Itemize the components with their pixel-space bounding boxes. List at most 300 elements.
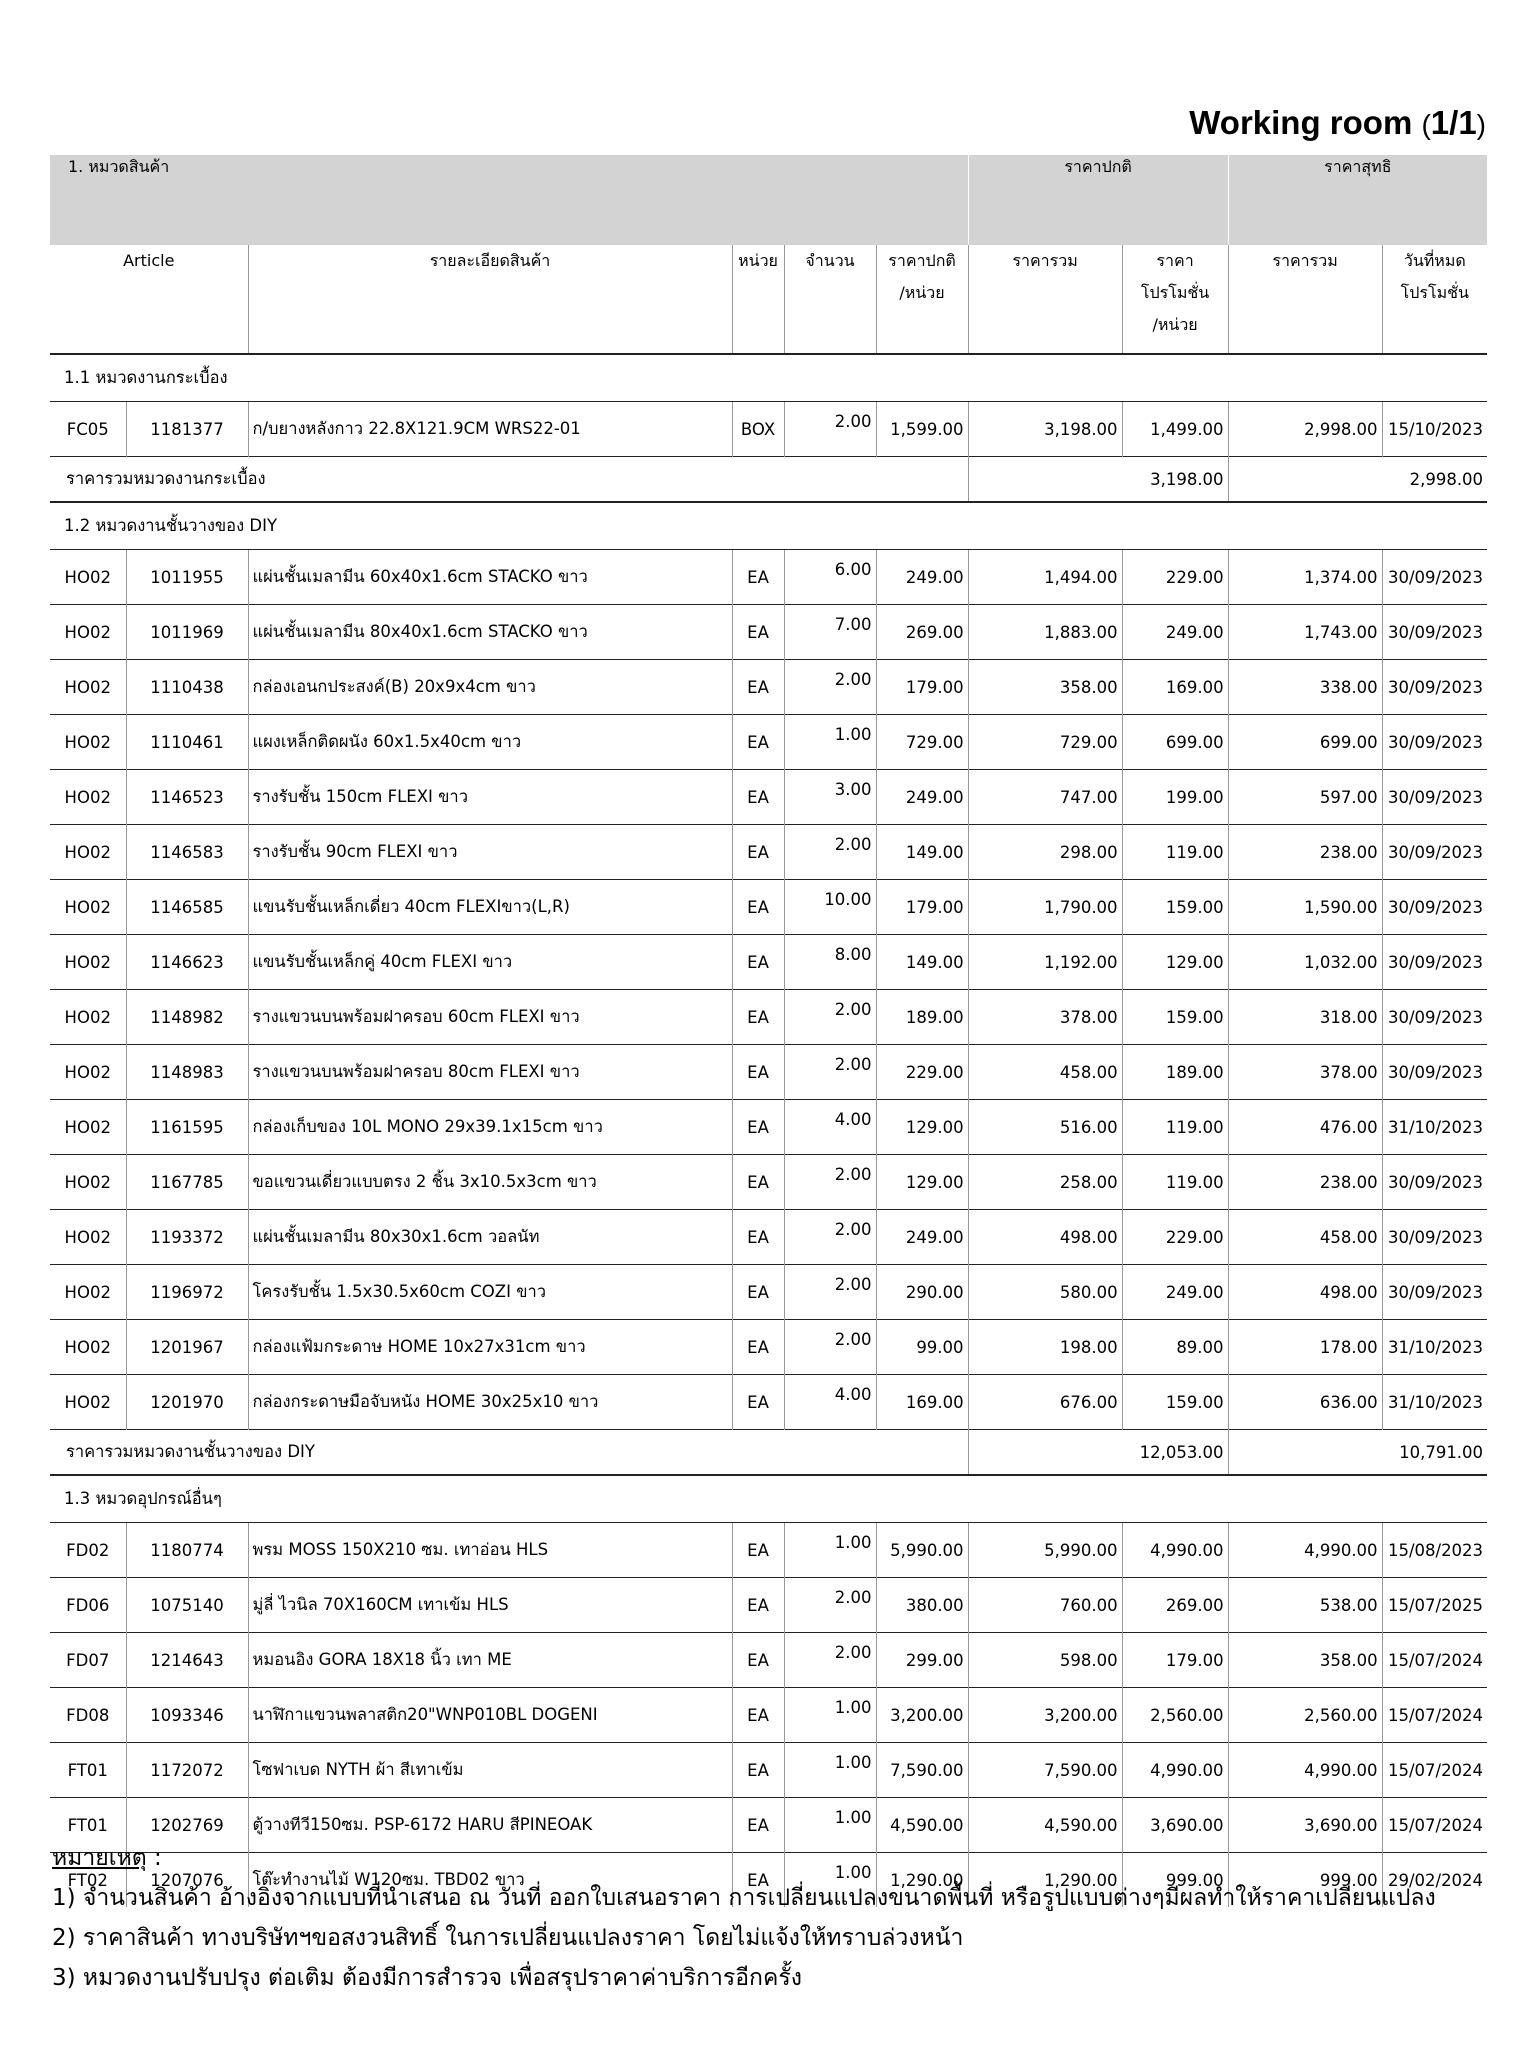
note-line: 1) จำนวนสินค้า อ้างอิงจากแบบที่นำเสนอ ณ วันที่ ออกใบเสนอราคา การเปลี่ยนแปลงขนาดพื้นที่ หรือรูปแบบต่างๆมีผลทำให้ราคาเปลี่ยนแปลง <box>52 1885 1436 1911</box>
cell-promo-end: 31/10/2023 <box>1382 1375 1487 1430</box>
cell-total: 198.00 <box>968 1320 1122 1375</box>
cell-unit-price: 179.00 <box>876 660 968 715</box>
cell-total: 3,200.00 <box>968 1688 1122 1743</box>
cell-article: 1146585 <box>126 880 248 935</box>
cell-code: FD02 <box>50 1523 126 1578</box>
subtotal-total: 3,198.00 <box>968 457 1228 503</box>
cell-total: 598.00 <box>968 1633 1122 1688</box>
cell-qty: 10.00 <box>784 880 876 935</box>
table-row <box>50 825 1487 880</box>
cell-unit-price: 299.00 <box>876 1633 968 1688</box>
cell-unit-price: 249.00 <box>876 550 968 605</box>
cell-promo-price: 999.00 <box>1122 1853 1228 1908</box>
category-header: 1. หมวดสินค้า <box>50 155 968 245</box>
cell-qty: 1.00 <box>784 1743 876 1798</box>
cell-unit: EA <box>732 935 784 990</box>
cell-description: แผ่นชั้นเมลามีน 60x40x1.6cm STACKO ขาว <box>248 550 732 605</box>
cell-promo-end: 30/09/2023 <box>1382 660 1487 715</box>
cell-description: กล่องเอนกประสงค์(B) 20x9x4cm ขาว <box>248 660 732 715</box>
cell-promo-price: 249.00 <box>1122 1265 1228 1320</box>
cell-total: 580.00 <box>968 1265 1122 1320</box>
cell-article: 1148982 <box>126 990 248 1045</box>
cell-net-total: 1,374.00 <box>1228 550 1382 605</box>
cell-total: 498.00 <box>968 1210 1122 1265</box>
cell-total: 358.00 <box>968 660 1122 715</box>
cell-total: 1,290.00 <box>968 1853 1122 1908</box>
cell-net-total: 238.00 <box>1228 825 1382 880</box>
table-row <box>50 1523 1487 1578</box>
cell-promo-end: 30/09/2023 <box>1382 770 1487 825</box>
cell-net-total: 597.00 <box>1228 770 1382 825</box>
cell-unit: EA <box>732 1633 784 1688</box>
cell-net-total: 699.00 <box>1228 715 1382 770</box>
cell-promo-end: 29/02/2024 <box>1382 1853 1487 1908</box>
cell-unit-price: 169.00 <box>876 1375 968 1430</box>
cell-article: 1201970 <box>126 1375 248 1430</box>
cell-article: 1146523 <box>126 770 248 825</box>
cell-total: 676.00 <box>968 1375 1122 1430</box>
cell-total: 1,192.00 <box>968 935 1122 990</box>
cell-article: 1148983 <box>126 1045 248 1100</box>
cell-article: 1110438 <box>126 660 248 715</box>
cell-total: 298.00 <box>968 825 1122 880</box>
cell-promo-end: 30/09/2023 <box>1382 1155 1487 1210</box>
cell-code: FC05 <box>50 402 126 457</box>
cell-promo-price: 229.00 <box>1122 1210 1228 1265</box>
col-promo-l2: โปรโมชั่น <box>1140 283 1210 302</box>
table-row <box>50 402 1487 457</box>
cell-total: 729.00 <box>968 715 1122 770</box>
cell-code: HO02 <box>50 880 126 935</box>
cell-code: FD08 <box>50 1688 126 1743</box>
cell-code: HO02 <box>50 1375 126 1430</box>
cell-promo-end: 31/10/2023 <box>1382 1320 1487 1375</box>
cell-net-total: 358.00 <box>1228 1633 1382 1688</box>
cell-promo-price: 119.00 <box>1122 825 1228 880</box>
cell-unit: EA <box>732 1688 784 1743</box>
cell-code: HO02 <box>50 825 126 880</box>
cell-code: FD06 <box>50 1578 126 1633</box>
cell-qty: 2.00 <box>784 402 876 457</box>
page-title-text: Working room <box>1189 104 1413 141</box>
cell-description: โต๊ะทำงานไม้ W120ซม. TBD02 ขาว <box>248 1853 732 1908</box>
cell-promo-price: 119.00 <box>1122 1100 1228 1155</box>
cell-net-total: 378.00 <box>1228 1045 1382 1100</box>
cell-code: HO02 <box>50 770 126 825</box>
cell-description: โครงรับชั้น 1.5x30.5x60cm COZI ขาว <box>248 1265 732 1320</box>
cell-unit: EA <box>732 1523 784 1578</box>
cell-promo-price: 89.00 <box>1122 1320 1228 1375</box>
cell-article: 1214643 <box>126 1633 248 1688</box>
cell-total: 1,883.00 <box>968 605 1122 660</box>
cell-promo-price: 1,499.00 <box>1122 402 1228 457</box>
col-promo-end-l2: โปรโมชั่น <box>1400 283 1469 302</box>
cell-code: HO02 <box>50 1045 126 1100</box>
cell-promo-end: 30/09/2023 <box>1382 825 1487 880</box>
cell-promo-end: 15/07/2024 <box>1382 1633 1487 1688</box>
cell-unit: EA <box>732 1798 784 1853</box>
page-number: 1/1 <box>1430 104 1477 141</box>
cell-code: FT02 <box>50 1853 126 1908</box>
cell-qty: 4.00 <box>784 1375 876 1430</box>
cell-article: 1201967 <box>126 1320 248 1375</box>
cell-description: ตู้วางทีวี150ซม. PSP-6172 HARU สีPINEOAK <box>248 1798 732 1853</box>
cell-qty: 8.00 <box>784 935 876 990</box>
cell-code: HO02 <box>50 1320 126 1375</box>
cell-unit: EA <box>732 990 784 1045</box>
cell-unit: EA <box>732 880 784 935</box>
cell-net-total: 636.00 <box>1228 1375 1382 1430</box>
cell-article: 1193372 <box>126 1210 248 1265</box>
notes-heading-text: หมายเหตุ <box>52 1845 147 1871</box>
cell-qty: 2.00 <box>784 990 876 1045</box>
cell-code: HO02 <box>50 1155 126 1210</box>
cell-promo-price: 4,990.00 <box>1122 1523 1228 1578</box>
cell-article: 1172072 <box>126 1743 248 1798</box>
cell-code: HO02 <box>50 1210 126 1265</box>
cell-promo-price: 229.00 <box>1122 550 1228 605</box>
cell-total: 378.00 <box>968 990 1122 1045</box>
cell-unit: EA <box>732 660 784 715</box>
cell-unit-price: 129.00 <box>876 1155 968 1210</box>
cell-description: ก/บยางหลังกาว 22.8X121.9CM WRS22-01 <box>248 402 732 457</box>
cell-code: HO02 <box>50 550 126 605</box>
cell-total: 1,790.00 <box>968 880 1122 935</box>
cell-article: 1011969 <box>126 605 248 660</box>
cell-promo-end: 30/09/2023 <box>1382 605 1487 660</box>
cell-net-total: 538.00 <box>1228 1578 1382 1633</box>
cell-unit-price: 729.00 <box>876 715 968 770</box>
cell-net-total: 4,990.00 <box>1228 1523 1382 1578</box>
table-row <box>50 1100 1487 1155</box>
cell-unit-price: 129.00 <box>876 1100 968 1155</box>
table-row <box>50 1688 1487 1743</box>
cell-unit-price: 179.00 <box>876 880 968 935</box>
cell-total: 3,198.00 <box>968 402 1122 457</box>
cell-promo-price: 199.00 <box>1122 770 1228 825</box>
cell-description: รางแขวนบนพร้อมฝาครอบ 80cm FLEXI ขาว <box>248 1045 732 1100</box>
col-unit-price-l1: ราคาปกติ <box>888 251 956 270</box>
subtotal-total: 12,053.00 <box>968 1430 1228 1476</box>
cell-unit-price: 269.00 <box>876 605 968 660</box>
cell-qty: 2.00 <box>784 660 876 715</box>
category-row <box>50 502 1487 550</box>
cell-unit: BOX <box>732 402 784 457</box>
cell-net-total: 178.00 <box>1228 1320 1382 1375</box>
cell-qty: 1.00 <box>784 1798 876 1853</box>
cell-article: 1181377 <box>126 402 248 457</box>
table-row <box>50 550 1487 605</box>
cell-unit-price: 380.00 <box>876 1578 968 1633</box>
page-number-close: ) <box>1476 109 1486 140</box>
cell-promo-price: 699.00 <box>1122 715 1228 770</box>
cell-unit: EA <box>732 605 784 660</box>
cell-description: แผงเหล็กติดผนัง 60x1.5x40cm ขาว <box>248 715 732 770</box>
cell-promo-end: 30/09/2023 <box>1382 880 1487 935</box>
regular-price-header: ราคาปกติ <box>968 155 1228 245</box>
col-qty: จำนวน <box>784 245 876 354</box>
table-row <box>50 1578 1487 1633</box>
col-unit-price <box>876 245 968 354</box>
col-unit: หน่วย <box>732 245 784 354</box>
col-promo-price <box>1122 245 1228 354</box>
cell-description: แขนรับชั้นเหล็กคู่ 40cm FLEXI ขาว <box>248 935 732 990</box>
cell-qty: 1.00 <box>784 1688 876 1743</box>
cell-unit-price: 4,590.00 <box>876 1798 968 1853</box>
subtotal-net: 2,998.00 <box>1228 457 1487 503</box>
cell-article: 1167785 <box>126 1155 248 1210</box>
cell-net-total: 2,560.00 <box>1228 1688 1382 1743</box>
subtotal-row <box>50 1430 1487 1476</box>
cell-unit: EA <box>732 1045 784 1100</box>
note-line: 2) ราคาสินค้า ทางบริษัทฯขอสงวนสิทธิ์ ในการเปลี่ยนแปลงราคา โดยไม่แจ้งให้ทราบล่วงหน้า <box>52 1925 964 1951</box>
cell-total: 747.00 <box>968 770 1122 825</box>
cell-promo-price: 169.00 <box>1122 660 1228 715</box>
cell-promo-price: 119.00 <box>1122 1155 1228 1210</box>
table-row <box>50 1375 1487 1430</box>
cell-unit-price: 189.00 <box>876 990 968 1045</box>
cell-unit: EA <box>732 715 784 770</box>
cell-article: 1180774 <box>126 1523 248 1578</box>
cell-article: 1202769 <box>126 1798 248 1853</box>
cell-promo-end: 15/07/2024 <box>1382 1798 1487 1853</box>
cell-net-total: 238.00 <box>1228 1155 1382 1210</box>
cell-promo-price: 2,560.00 <box>1122 1688 1228 1743</box>
table-row <box>50 770 1487 825</box>
cell-net-total: 476.00 <box>1228 1100 1382 1155</box>
page-title <box>1189 104 1486 142</box>
cell-qty: 2.00 <box>784 1320 876 1375</box>
cell-code: HO02 <box>50 1265 126 1320</box>
notes-colon: : <box>146 1845 162 1871</box>
cell-article: 1207076 <box>126 1853 248 1908</box>
cell-total: 5,990.00 <box>968 1523 1122 1578</box>
cell-code: HO02 <box>50 605 126 660</box>
cell-description: รางรับชั้น 90cm FLEXI ขาว <box>248 825 732 880</box>
cell-promo-end: 30/09/2023 <box>1382 715 1487 770</box>
col-description: รายละเอียดสินค้า <box>248 245 732 354</box>
cell-net-total: 1,032.00 <box>1228 935 1382 990</box>
cell-promo-end: 30/09/2023 <box>1382 1265 1487 1320</box>
cell-qty: 2.00 <box>784 1265 876 1320</box>
cell-description: แผ่นชั้นเมลามีน 80x30x1.6cm วอลนัท <box>248 1210 732 1265</box>
table-row <box>50 990 1487 1045</box>
cell-description: ขอแขวนเดี่ยวแบบตรง 2 ชิ้น 3x10.5x3cm ขาว <box>248 1155 732 1210</box>
cell-net-total: 458.00 <box>1228 1210 1382 1265</box>
cell-unit-price: 249.00 <box>876 770 968 825</box>
cell-unit: EA <box>732 1375 784 1430</box>
cell-code: FD07 <box>50 1633 126 1688</box>
cell-promo-end: 30/09/2023 <box>1382 1210 1487 1265</box>
cell-code: FT01 <box>50 1798 126 1853</box>
subtotal-net: 10,791.00 <box>1228 1430 1487 1476</box>
table-row <box>50 1743 1487 1798</box>
category-row <box>50 354 1487 402</box>
cell-unit-price: 249.00 <box>876 1210 968 1265</box>
cell-unit: EA <box>732 550 784 605</box>
table-row <box>50 1210 1487 1265</box>
category-title: 1.3 หมวดอุปกรณ์อื่นๆ <box>50 1475 1487 1523</box>
notes <box>52 1838 1436 1998</box>
cell-unit-price: 1,599.00 <box>876 402 968 457</box>
cell-net-total: 2,998.00 <box>1228 402 1382 457</box>
col-unit-price-l2: /หน่วย <box>899 283 945 302</box>
cell-net-total: 1,590.00 <box>1228 880 1382 935</box>
table-row <box>50 1155 1487 1210</box>
table-row <box>50 1633 1487 1688</box>
cell-description: กล่องเก็บของ 10L MONO 29x39.1x15cm ขาว <box>248 1100 732 1155</box>
cell-promo-price: 129.00 <box>1122 935 1228 990</box>
cell-article: 1011955 <box>126 550 248 605</box>
cell-unit-price: 99.00 <box>876 1320 968 1375</box>
cell-promo-price: 4,990.00 <box>1122 1743 1228 1798</box>
quotation-table-body <box>50 155 1487 1907</box>
cell-article: 1093346 <box>126 1688 248 1743</box>
cell-article: 1161595 <box>126 1100 248 1155</box>
cell-net-total: 4,990.00 <box>1228 1743 1382 1798</box>
cell-qty: 1.00 <box>784 1523 876 1578</box>
cell-description: โซฟาเบด NYTH ผ้า สีเทาเข้ม <box>248 1743 732 1798</box>
cell-code: HO02 <box>50 1100 126 1155</box>
cell-unit-price: 290.00 <box>876 1265 968 1320</box>
cell-promo-price: 159.00 <box>1122 1375 1228 1430</box>
cell-qty: 2.00 <box>784 1210 876 1265</box>
table-row <box>50 715 1487 770</box>
cell-code: HO02 <box>50 935 126 990</box>
cell-article: 1075140 <box>126 1578 248 1633</box>
cell-unit-price: 229.00 <box>876 1045 968 1100</box>
cell-total: 1,494.00 <box>968 550 1122 605</box>
category-row <box>50 1475 1487 1523</box>
cell-net-total: 999.00 <box>1228 1853 1382 1908</box>
col-net-total: ราคารวม <box>1228 245 1382 354</box>
cell-qty: 1.00 <box>784 715 876 770</box>
cell-total: 7,590.00 <box>968 1743 1122 1798</box>
cell-description: พรม MOSS 150X210 ซม. เทาอ่อน HLS <box>248 1523 732 1578</box>
cell-unit: EA <box>732 1853 784 1908</box>
cell-promo-price: 159.00 <box>1122 880 1228 935</box>
subtotal-label: ราคารวมหมวดงานชั้นวางของ DIY <box>50 1430 968 1476</box>
cell-unit: EA <box>732 1743 784 1798</box>
cell-description: กล่องแฟ้มกระดาษ HOME 10x27x31cm ขาว <box>248 1320 732 1375</box>
table-row <box>50 660 1487 715</box>
cell-description: แผ่นชั้นเมลามีน 80x40x1.6cm STACKO ขาว <box>248 605 732 660</box>
cell-unit-price: 149.00 <box>876 825 968 880</box>
cell-promo-price: 159.00 <box>1122 990 1228 1045</box>
cell-description: รางรับชั้น 150cm FLEXI ขาว <box>248 770 732 825</box>
category-title: 1.2 หมวดงานชั้นวางของ DIY <box>50 502 1487 550</box>
cell-qty: 6.00 <box>784 550 876 605</box>
cell-promo-price: 269.00 <box>1122 1578 1228 1633</box>
cell-article: 1196972 <box>126 1265 248 1320</box>
cell-promo-end: 30/09/2023 <box>1382 1045 1487 1100</box>
cell-unit: EA <box>732 825 784 880</box>
note-line: 3) หมวดงานปรับปรุง ต่อเติม ต้องมีการสำรวจ เพื่อสรุปราคาค่าบริการอีกครั้ง <box>52 1965 802 1991</box>
cell-description: รางแขวนบนพร้อมฝาครอบ 60cm FLEXI ขาว <box>248 990 732 1045</box>
cell-promo-price: 3,690.00 <box>1122 1798 1228 1853</box>
cell-net-total: 498.00 <box>1228 1265 1382 1320</box>
col-promo-end-l1: วันที่หมด <box>1403 251 1466 270</box>
cell-promo-end: 30/09/2023 <box>1382 990 1487 1045</box>
cell-description: มู่ลี่ ไวนิล 70X160CM เทาเข้ม HLS <box>248 1578 732 1633</box>
cell-total: 516.00 <box>968 1100 1122 1155</box>
cell-code: FT01 <box>50 1743 126 1798</box>
cell-qty: 2.00 <box>784 1155 876 1210</box>
cell-qty: 2.00 <box>784 1045 876 1100</box>
cell-unit: EA <box>732 770 784 825</box>
col-article: Article <box>50 245 248 354</box>
cell-unit-price: 149.00 <box>876 935 968 990</box>
subtotal-label: ราคารวมหมวดงานกระเบื้อง <box>50 457 968 503</box>
col-total: ราคารวม <box>968 245 1122 354</box>
notes-heading <box>52 1838 1436 1878</box>
cell-article: 1110461 <box>126 715 248 770</box>
cell-description: หมอนอิง GORA 18X18 นิ้ว เทา ME <box>248 1633 732 1688</box>
category-title: 1.1 หมวดงานกระเบื้อง <box>50 354 1487 402</box>
cell-unit-price: 3,200.00 <box>876 1688 968 1743</box>
header-band <box>50 155 1487 245</box>
cell-promo-end: 15/10/2023 <box>1382 402 1487 457</box>
cell-code: HO02 <box>50 660 126 715</box>
cell-promo-end: 15/08/2023 <box>1382 1523 1487 1578</box>
cell-promo-end: 15/07/2025 <box>1382 1578 1487 1633</box>
cell-promo-price: 249.00 <box>1122 605 1228 660</box>
cell-description: แขนรับชั้นเหล็กเดี่ยว 40cm FLEXIขาว(L,R) <box>248 880 732 935</box>
cell-unit: EA <box>732 1265 784 1320</box>
cell-qty: 2.00 <box>784 825 876 880</box>
cell-total: 4,590.00 <box>968 1798 1122 1853</box>
cell-total: 458.00 <box>968 1045 1122 1100</box>
cell-unit-price: 5,990.00 <box>876 1523 968 1578</box>
cell-qty: 2.00 <box>784 1633 876 1688</box>
cell-description: กล่องกระดาษมือจับหนัง HOME 30x25x10 ขาว <box>248 1375 732 1430</box>
cell-total: 258.00 <box>968 1155 1122 1210</box>
cell-unit: EA <box>732 1210 784 1265</box>
cell-promo-end: 15/07/2024 <box>1382 1743 1487 1798</box>
cell-promo-end: 31/10/2023 <box>1382 1100 1487 1155</box>
cell-unit: EA <box>732 1100 784 1155</box>
cell-code: HO02 <box>50 715 126 770</box>
cell-description: นาฬิกาแขวนพลาสติก20"WNP010BL DOGENI <box>248 1688 732 1743</box>
cell-total: 760.00 <box>968 1578 1122 1633</box>
cell-promo-price: 189.00 <box>1122 1045 1228 1100</box>
net-price-header: ราคาสุทธิ <box>1228 155 1487 245</box>
cell-article: 1146583 <box>126 825 248 880</box>
cell-promo-price: 179.00 <box>1122 1633 1228 1688</box>
cell-article: 1146623 <box>126 935 248 990</box>
cell-code: HO02 <box>50 990 126 1045</box>
cell-net-total: 338.00 <box>1228 660 1382 715</box>
cell-unit-price: 1,290.00 <box>876 1853 968 1908</box>
cell-qty: 3.00 <box>784 770 876 825</box>
table-row <box>50 605 1487 660</box>
cell-qty: 4.00 <box>784 1100 876 1155</box>
subtotal-row <box>50 457 1487 503</box>
table-row <box>50 1265 1487 1320</box>
cell-net-total: 3,690.00 <box>1228 1798 1382 1853</box>
cell-unit: EA <box>732 1578 784 1633</box>
cell-unit-price: 7,590.00 <box>876 1743 968 1798</box>
cell-promo-end: 15/07/2024 <box>1382 1688 1487 1743</box>
table-row <box>50 935 1487 990</box>
table-row <box>50 1045 1487 1100</box>
cell-promo-end: 30/09/2023 <box>1382 550 1487 605</box>
table-row <box>50 880 1487 935</box>
page-number-open: ( <box>1421 109 1431 140</box>
cell-unit: EA <box>732 1155 784 1210</box>
cell-unit: EA <box>732 1320 784 1375</box>
cell-net-total: 318.00 <box>1228 990 1382 1045</box>
